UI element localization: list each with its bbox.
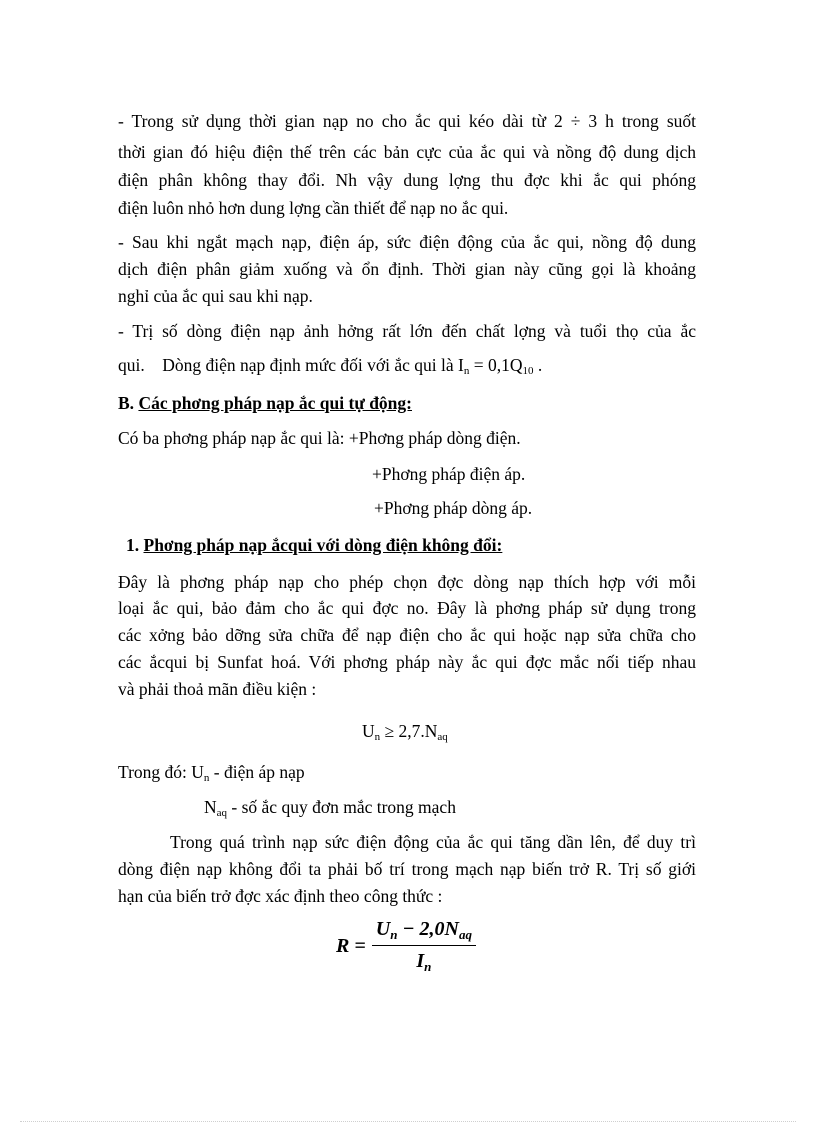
formula-fraction xyxy=(372,918,476,975)
section-b-heading xyxy=(118,392,412,414)
where-u-sub: n xyxy=(203,772,210,784)
where-label: Trong đó: U xyxy=(118,762,204,782)
eq-n-sub: aq xyxy=(437,731,448,743)
eq-rel: ≥ 2,7.N xyxy=(380,721,438,741)
paragraph-constant-current-line-2: loại ắc qui, bảo đảm cho ắc qui đợc no. Đây là phơng pháp sử dụng trong xyxy=(118,598,696,618)
paragraph-rheostat-line-3: hạn của biến trở đợc xác định theo công thức : xyxy=(118,886,443,906)
paragraph-charge-current-line-1: - Trị số dòng điện nạp ảnh hởng rất lớn đến chất lợng và tuổi thọ của ắc xyxy=(118,321,696,341)
paragraph-charging-time-line-2: thời gian đó hiệu điện thế trên các bản cực của ắc qui và nồng độ dung dịch xyxy=(118,142,696,162)
paragraph-constant-current-line-5: và phải thoả mãn điều kiện : xyxy=(118,679,317,699)
formula-lhs: R = xyxy=(336,935,366,957)
where-n-desc: - số ắc quy đơn mắc trong mạch xyxy=(227,797,456,817)
eq-u: U xyxy=(362,721,375,741)
method-voltage: +Phơng pháp điện áp. xyxy=(372,464,526,484)
paragraph-constant-current-line-3: các xởng bảo dỡng sửa chữa để nạp điện cho ắc qui hoặc nạp sửa chữa cho xyxy=(118,625,696,645)
current-text-pre: qui. Dòng điện nạp định mức đối với ắc qui là I xyxy=(118,355,464,375)
where-n: N xyxy=(204,797,217,817)
method-current-voltage: +Phơng pháp dòng áp. xyxy=(374,498,533,518)
where-u-desc: - điện áp nạp xyxy=(209,762,305,782)
eq-u-sub: n xyxy=(374,731,381,743)
section-1-title: Phơng pháp nạp ắcqui với dòng điện không đổi: xyxy=(143,535,503,555)
section-b-prefix: B. xyxy=(118,393,139,413)
current-sub-n: n xyxy=(463,365,470,377)
paragraph-after-charge-line-1: - Sau khi ngắt mạch nạp, điện áp, sức điện động của ắc qui, nồng độ dung xyxy=(118,232,696,252)
paragraph-constant-current-line-1: Đây là phơng pháp nạp cho phép chọn đợc dòng nạp thích hợp với mỗi xyxy=(118,572,696,592)
current-text-mid: = 0,1Q xyxy=(469,355,523,375)
paragraph-rheostat-line-1: Trong quá trình nạp sức điện động của ắc qui tăng dần lên, để duy trì xyxy=(170,832,696,852)
where-un xyxy=(118,761,305,789)
formula-den-i: I xyxy=(416,950,425,972)
resistance-formula xyxy=(336,918,476,975)
paragraph-rheostat-line-2: dòng điện nạp không đổi ta phải bố trí trong mạch nạp biến trở R. Trị số giới xyxy=(118,859,696,879)
page-bottom-divider xyxy=(20,1121,796,1122)
where-n-sub: aq xyxy=(216,807,228,819)
formula-denominator xyxy=(416,946,431,975)
paragraph-charging-time-line-4: điện luôn nhỏ hơn dung lợng cần thiết để nạp no ắc qui. xyxy=(118,198,509,218)
current-sub-10: 10 xyxy=(522,365,534,377)
paragraph-charging-time-line-1: - Trong sử dụng thời gian nạp no cho ắc qui kéo dài từ 2 ÷ 3 h trong suốt xyxy=(118,111,696,131)
paragraph-after-charge-line-3: nghỉ của ắc qui sau khi nạp. xyxy=(118,286,313,306)
where-naq xyxy=(204,796,456,824)
paragraph-constant-current-line-4: các ắcqui bị Sunfat hoá. Với phơng pháp này ắc qui đợc mắc nối tiếp nhau xyxy=(118,652,696,672)
section-b-title: Các phơng pháp nạp ắc qui tự động: xyxy=(138,393,412,413)
methods-intro: Có ba phơng pháp nạp ắc qui là: +Phơng pháp dòng điện. xyxy=(118,428,521,448)
paragraph-charge-current-line-2 xyxy=(118,354,542,382)
current-text-post: . xyxy=(533,355,543,375)
equation-voltage-condition xyxy=(362,720,448,748)
formula-numerator xyxy=(372,918,476,946)
paragraph-charging-time-line-3: điện phân không thay đổi. Nh vậy dung lợng thu đợc khi ắc qui phóng xyxy=(118,170,696,190)
paragraph-after-charge-line-2: dịch điện phân giảm xuống và ổn định. Thời gian này cũng gọi là khoảng xyxy=(118,259,696,279)
formula-num-n-sub: aq xyxy=(459,927,472,942)
formula-num-u-sub: n xyxy=(390,927,398,942)
section-1-prefix: 1. xyxy=(126,535,144,555)
formula-num-rest: − 2,0N xyxy=(397,918,459,940)
formula-den-sub: n xyxy=(424,959,432,974)
section-1-heading xyxy=(126,534,502,556)
formula-num-u: U xyxy=(375,918,391,940)
